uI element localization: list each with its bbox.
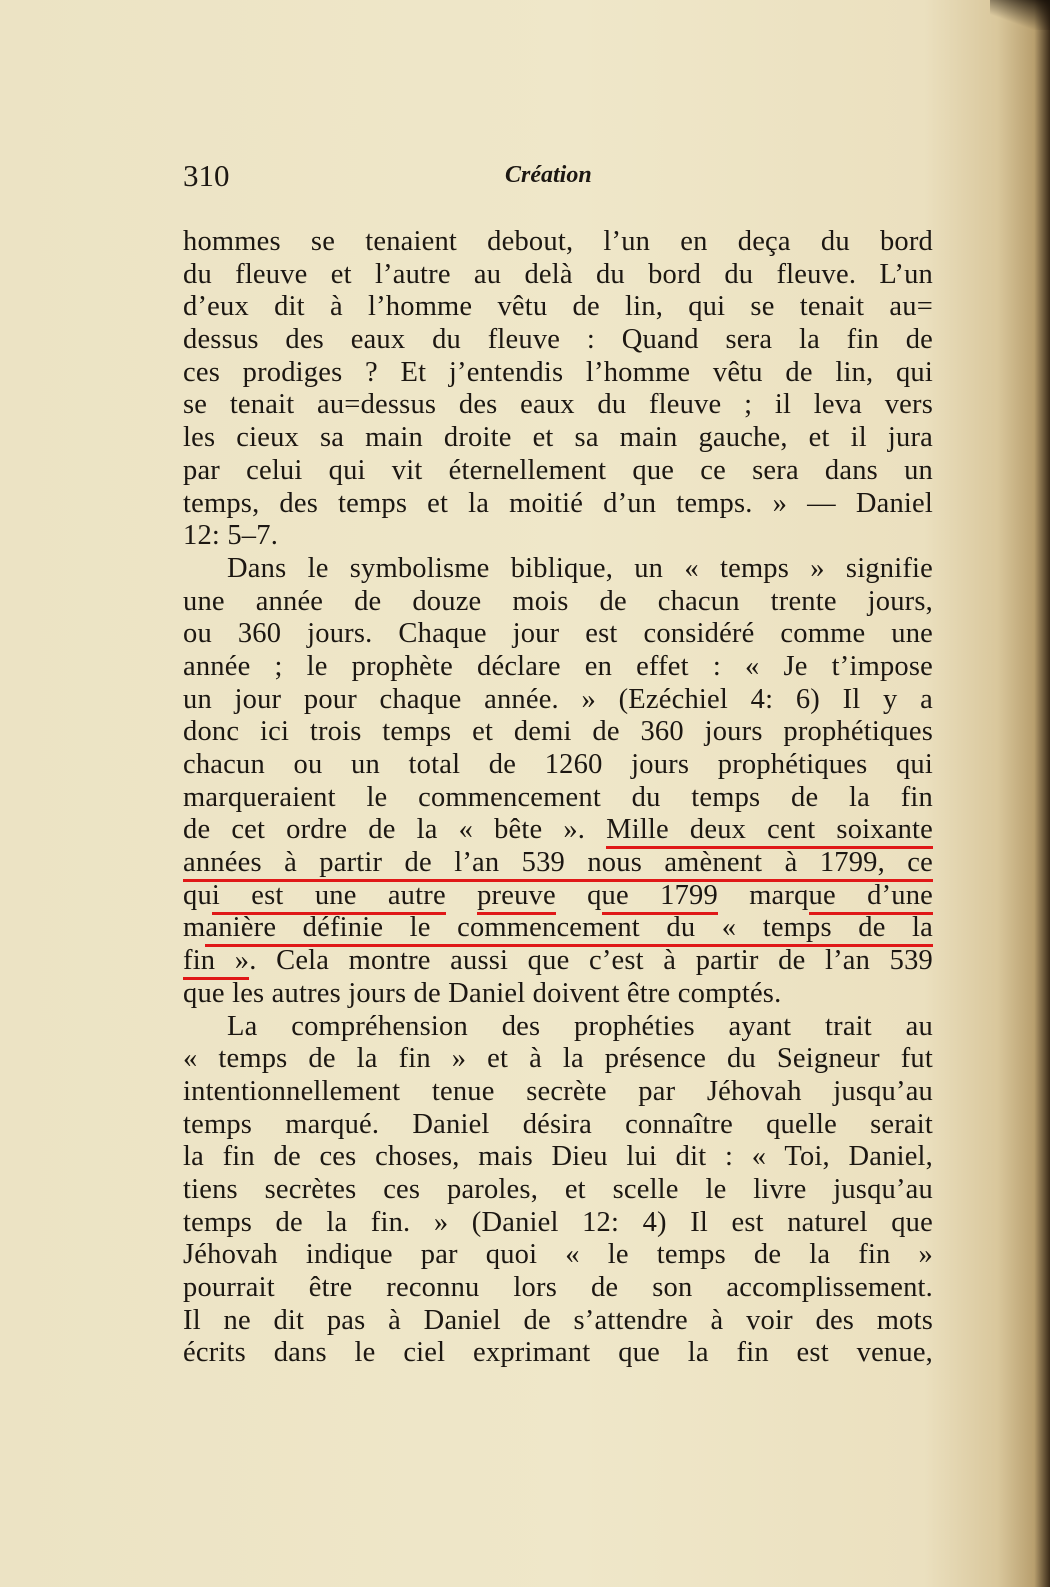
underlined-text: i est une autre — [212, 880, 446, 915]
text-segment: ces prodiges ? Et j’entendis l’homme vêtu de lin, qui — [183, 356, 933, 388]
text-segment: La compréhension des prophéties ayant trait au — [227, 1010, 933, 1042]
text-line — [183, 912, 933, 945]
text-line — [183, 259, 933, 292]
text-line — [183, 1043, 933, 1076]
text-line — [183, 1141, 933, 1174]
text-segment: par celui qui vit éternellement que ce sera dans un — [183, 454, 933, 486]
text-segment: temps, des temps et la moitié d’un temps. » — Daniel — [183, 487, 933, 519]
text-line — [183, 1305, 933, 1338]
text-segment: Il ne dit pas à Daniel de s’attendre à voir des mots — [183, 1304, 933, 1336]
running-title: Création — [505, 162, 592, 188]
text-line — [183, 749, 933, 782]
text-segment: intentionnellement tenue secrète par Jéhovah jusqu’au — [183, 1075, 933, 1107]
text-line — [183, 716, 933, 749]
underlined-text: preuve — [477, 880, 556, 915]
text-segment: qu — [183, 879, 212, 911]
text-segment: donc ici trois temps et demi de 360 jours prophétiques — [183, 716, 933, 748]
text-line — [183, 488, 933, 521]
text-line — [183, 389, 933, 422]
text-segment: de cet ordre de la « bête ». — [183, 814, 607, 846]
text-segment: « temps de la fin » et à la présence du Seigneur fut — [183, 1043, 933, 1075]
text-line — [183, 1109, 933, 1142]
text-line — [183, 1272, 933, 1305]
text-line — [183, 553, 933, 586]
text-line — [183, 324, 933, 357]
text-segment: année ; le prophète déclare en effet : « Je t’impose — [183, 650, 933, 682]
text-segment: du fleuve et l’autre au delà du bord du fleuve. L’un — [183, 258, 933, 290]
text-line — [183, 1337, 933, 1370]
text-segment: tiens secrètes ces paroles, et scelle le livre jusqu’au — [183, 1173, 933, 1205]
text-segment: une année de douze mois de chacun trente jours, — [183, 585, 933, 617]
underlined-text: années à partir de l’an 539 nous amènent à 1799, ce — [183, 847, 933, 882]
text-line — [183, 226, 933, 259]
body-text — [183, 226, 933, 1370]
text-segment: la fin de ces choses, mais Dieu lui dit : « Toi, Daniel, — [183, 1141, 933, 1173]
text-segment: les cieux sa main droite et sa main gauche, et il jura — [183, 422, 933, 454]
text-line — [183, 357, 933, 390]
text-line — [183, 1076, 933, 1109]
text-segment — [446, 880, 477, 911]
text-line — [183, 880, 933, 913]
text-segment: se tenait au=dessus des eaux du fleuve ; il leva vers — [183, 389, 933, 421]
text-line — [183, 1174, 933, 1207]
text-segment: hommes se tenaient debout, l’un en deça du bord — [183, 226, 933, 257]
text-segment: 12: 5–7. — [183, 520, 279, 552]
text-segment: ou 360 jours. Chaque jour est considéré comme une — [183, 618, 933, 650]
text-line — [183, 978, 933, 1011]
text-segment: temps marqué. Daniel désira connaître quelle serait — [183, 1108, 933, 1140]
text-segment: q — [555, 879, 602, 911]
text-segment: d’eux dit à l’homme vêtu de lin, qui se tenait au= — [183, 291, 933, 323]
underlined-text: ue 1799 — [602, 880, 718, 915]
text-line — [183, 422, 933, 455]
text-segment: pourrait être reconnu lors de son accomplissement. — [183, 1272, 933, 1303]
text-line — [183, 1239, 933, 1272]
text-segment: m — [183, 912, 206, 944]
text-segment: que les autres jours de Daniel doivent être comptés. — [183, 977, 782, 1009]
underlined-text: Mille deux cent soixante — [606, 814, 933, 849]
text-segment: temps de la fin. » (Daniel 12: 4) Il est naturel que — [183, 1206, 933, 1238]
underlined-text: fin » — [183, 945, 249, 980]
text-segment: Dans le symbolisme biblique, un « temps » signifie — [227, 552, 933, 584]
text-line — [183, 586, 933, 619]
text-segment: chacun ou un total de 1260 jours prophétiques qui — [183, 749, 933, 780]
underlined-text: ue d’une — [809, 880, 933, 915]
text-line — [183, 1011, 933, 1044]
text-line — [183, 618, 933, 651]
text-line — [183, 814, 933, 847]
text-segment: marqueraient le commencement du temps de la fin — [183, 781, 933, 813]
text-line — [183, 1207, 933, 1240]
text-line — [183, 782, 933, 815]
text-segment: un jour pour chaque année. » (Ezéchiel 4: 6) Il y a — [183, 683, 933, 715]
text-line — [183, 945, 933, 978]
text-line — [183, 684, 933, 717]
text-segment: dessus des eaux du fleuve : Quand sera la fin de — [183, 324, 933, 356]
text-segment: Jéhovah indique par quoi « le temps de la fin » — [183, 1239, 933, 1271]
page-edge-shadow — [990, 0, 1050, 30]
text-line — [183, 651, 933, 684]
page-number: 310 — [183, 158, 230, 193]
text-line — [183, 455, 933, 488]
text-segment: écrits dans le ciel exprimant que la fin est venue, — [183, 1337, 933, 1369]
text-segment: marq — [717, 879, 809, 911]
text-line — [183, 291, 933, 324]
underlined-text: anière définie le commencement du « temps de la — [205, 912, 933, 947]
text-line — [183, 847, 933, 880]
text-line — [183, 520, 933, 553]
text-segment: . Cela montre aussi que c’est à partir de l’an 539 — [249, 945, 933, 977]
